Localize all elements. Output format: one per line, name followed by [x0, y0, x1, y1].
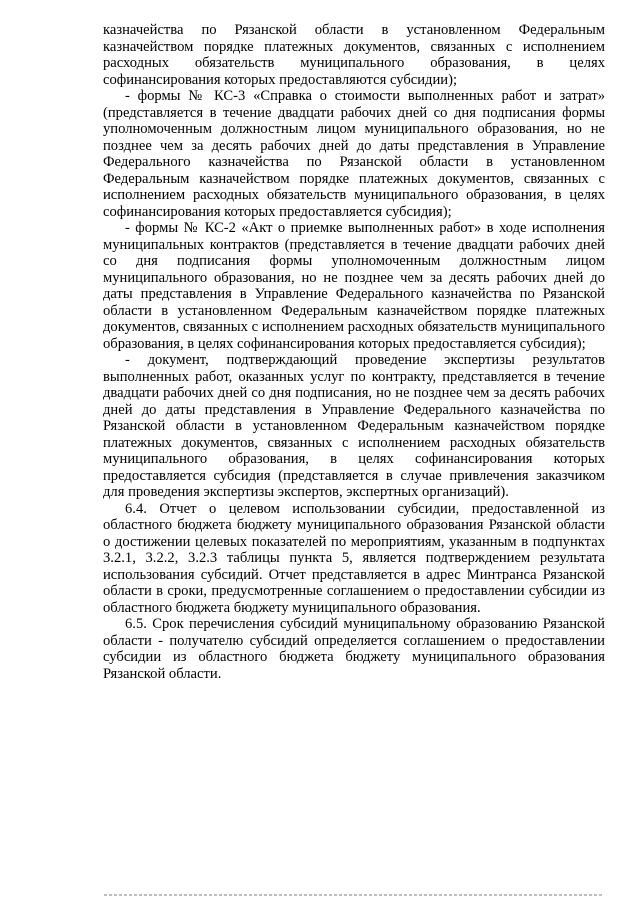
paragraph-ks2-form: - формы № КС-2 «Акт о приемке выполненных работ» в ходе исполнения муниципальных контрактов (представляется в течение двадцати рабочих дней со дня подписания формы уполномоченным должностным лицом муниципального образования, но не позднее чем за десять рабочих дней до даты представления в Управление Федерального казначейства по Рязанской области в установленном Федеральным казначейством порядке платежных документов, связанных с исполнением расходных обязательств муниципального образования, в целях софинансирования которых предоставляется субсидия); [103, 220, 605, 352]
paragraph-ks3-form: - формы № КС-3 «Справка о стоимости выполненных работ и затрат» (представляется в течение двадцати рабочих дней со дня подписания формы уполномоченным должностным лицом муниципального образования, но не позднее чем за десять рабочих дней до даты представления в Управление Федерального казначейства по Рязанской области в установленном Федеральным казначейством порядке платежных документов, связанных с исполнением расходных обязательств муниципального образования, в целях софинансирования которых предоставляется субсидия); [103, 88, 605, 220]
paragraph-6-4: 6.4. Отчет о целевом использовании субсидии, предоставленной из областного бюджета бюджету муниципального образования Рязанской области о достижении целевых показателей по мероприятиям, указанным в подпунктах 3.2.1, 3.2.2, 3.2.3 таблицы пункта 5, является подтверждением результата использования субсидий. Отчет представляется в адрес Минтранса Рязанской области в сроки, предусмотренные соглашением о предоставлении субсидии из областного бюджета бюджету муниципального образования. [103, 500, 605, 616]
scan-artifact-line [104, 894, 602, 896]
paragraph-expertise-document: - документ, подтверждающий проведение экспертизы результатов выполненных работ, оказанных услуг по контракту, представляется в течение двадцати рабочих дней со дня подписания, но не позднее чем за десять рабочих дней до даты представления в Управление Федерального казначейства по Рязанской области в установленном Федеральным казначейством порядке платежных документов, связанных с исполнением расходных обязательств муниципального образования, в целях софинансирования которых предоставляется субсидия (представляется в случае привлечения заказчиком для проведения экспертизы экспертов, экспертных организаций). [103, 352, 605, 500]
paragraph-6-5: 6.5. Срок перечисления субсидий муниципальному образованию Рязанской области - получателю субсидий определяется соглашением о предоставлении субсидии из областного бюджета бюджету муниципального образования Рязанской области. [103, 616, 605, 682]
paragraph-continuation: казначейства по Рязанской области в установленном Федеральным казначейством порядке платежных документов, связанных с исполнением расходных обязательств муниципального образования, в целях софинансирования которых предоставляются субсидии); [103, 22, 605, 88]
document-page [103, 22, 605, 682]
